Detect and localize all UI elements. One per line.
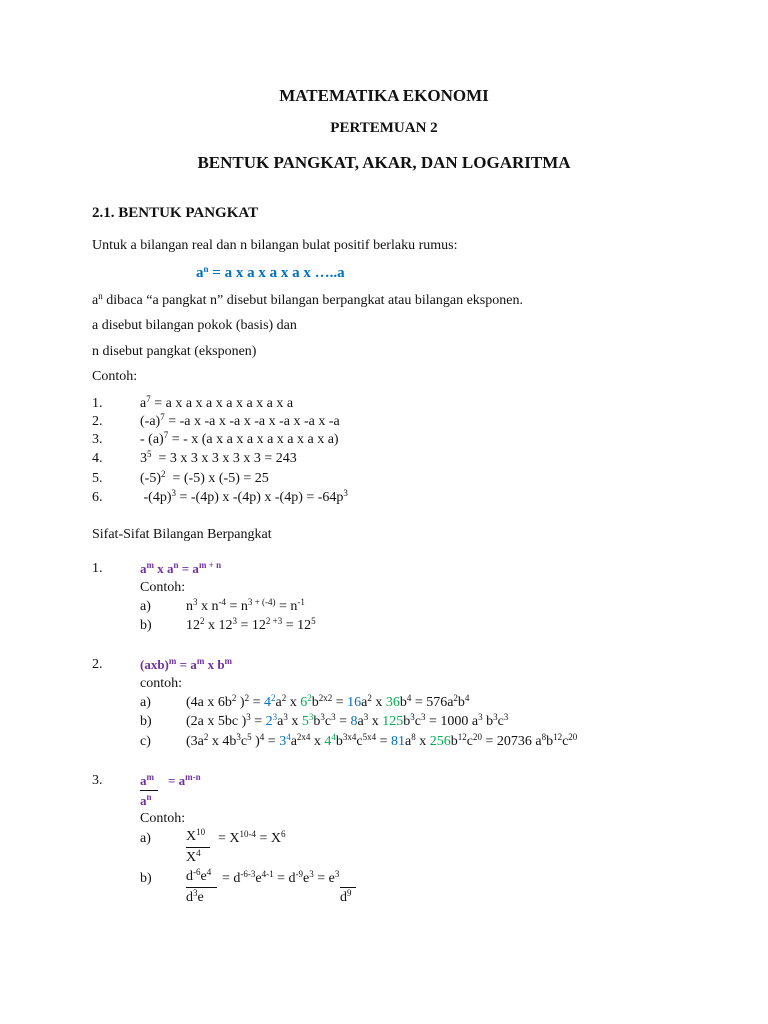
property-number: 3. <box>92 773 103 788</box>
chapter-subtitle: BENTUK PANGKAT, AKAR, DAN LOGARITMA <box>197 153 571 172</box>
example-label: Contoh: <box>92 369 138 384</box>
property-3-example-b-result: = $d^{-6-3}e^{4-1} = d^{-9}e^3 = e^3$ <box>222 869 340 886</box>
property-3-example-a-numerator: $X^{10}$ <box>186 827 206 844</box>
definition-line-3: n disebut pangkat (eksponen) <box>92 344 257 359</box>
main-formula: $a^n = a$ x a x a x a x …..a <box>196 264 345 281</box>
property-2-example-b: (2a x 5bc )$^3 = 2^3a^3$ x $5^3b^3c^3 = 8a^3$ x $125b^3c^3 = 1000$ $a^3$ $b^3c^3$ <box>186 712 509 729</box>
example-4: $3^5 = 3$ x 3 x 3 x 3 x 3 = 243 <box>140 449 297 466</box>
meeting-label: PERTEMUAN 2 <box>330 120 438 136</box>
fraction-bar <box>186 887 217 888</box>
property-3-example-label: Contoh: <box>140 811 186 826</box>
sub-label: a) <box>140 695 151 710</box>
fraction-bar <box>140 790 158 791</box>
property-1-example-a: $n^3$ x $n^{-4} = n^{3 + (-4)} = n^{-1}$ <box>186 597 305 614</box>
property-3-numerator: $a^m$ <box>140 772 154 788</box>
property-2-example-label: contoh: <box>140 676 182 691</box>
property-3-result: = $a^{m-n}$ <box>168 772 201 788</box>
sub-label: c) <box>140 734 151 749</box>
definition-line-1: $a^n$ dibaca “a pangkat n” disebut bilangan berpangkat atau bilangan eksponen. <box>92 291 523 308</box>
section-heading: 2.1. BENTUK PANGKAT <box>92 205 259 221</box>
property-2-example-a: (4a x $6b^2$ )$^2 = 4^2a^2$ x $6^2b^{2x2} = 16a^2$ x $36b^4 = 576a^2b^4$ <box>186 693 470 710</box>
sub-label: a) <box>140 599 151 614</box>
definition-line-2: a disebut bilangan pokok (basis) dan <box>92 318 297 333</box>
example-3: - $(a)^7$ = - x (a x a x a x a x a x a x a) <box>140 430 339 447</box>
example-number: 6. <box>92 490 103 505</box>
property-3-example-b-result-denominator: $d^9$ <box>340 888 352 905</box>
property-3-example-a-denominator: $X^4$ <box>186 848 201 865</box>
example-6: $-(4p)^3 = -(4p)$ x -(4p) x $-(4p) = -64p^3$ <box>140 488 348 505</box>
property-2-example-c: ($3a^2$ x $4b^3c^5$ )$^4 = 3^4a^{2x4}$ x $4^4b^{3x4}c^{5x4} = 81a^8$ x $256b^{12}c^{20} = 20736$ $a^8b^{12}c^{20}$ <box>186 732 578 749</box>
example-number: 5. <box>92 471 103 486</box>
property-1-example-label: Contoh: <box>140 580 186 595</box>
intro-text: Untuk a bilangan real dan n bilangan bulat positif berlaku rumus: <box>92 238 458 253</box>
property-3-example-b-numerator: $d^{-6}e^4$ <box>186 867 212 884</box>
example-1: $a^7 = a$ x a x a x a x a x a x a <box>140 394 294 411</box>
property-number: 1. <box>92 561 103 576</box>
property-2-rule: $(axb)^m = a^m$ x $b^m$ <box>140 656 233 672</box>
sub-label: b) <box>140 871 152 886</box>
sub-label: a) <box>140 831 151 846</box>
document-title: MATEMATIKA EKONOMI <box>279 86 489 105</box>
sub-label: b) <box>140 714 152 729</box>
property-1-example-b: $12^2$ x $12^3 = 12^{2 +3} = 12^5$ <box>186 616 316 633</box>
example-number: 1. <box>92 396 103 411</box>
property-3-denominator: $a^n$ <box>140 792 152 808</box>
example-number: 3. <box>92 432 103 447</box>
example-5: $(-5)^2 = (-5)$ x (-5) = 25 <box>140 469 269 486</box>
property-1-rule: $a^m$ x $a^n = a^{m + n}$ <box>140 560 222 576</box>
example-number: 2. <box>92 414 103 429</box>
sub-label: b) <box>140 618 152 633</box>
properties-title: Sifat-Sifat Bilangan Berpangkat <box>92 527 272 542</box>
property-3-example-a-result: = $X^{10-4} = X^6$ <box>218 829 286 846</box>
property-3-example-b-denominator: $d^3e$ <box>186 888 204 905</box>
example-number: 4. <box>92 451 103 466</box>
example-2: $(-a)^7 = -a$ x -a x -a x -a x -a x -a x -a <box>140 412 340 429</box>
property-number: 2. <box>92 657 103 672</box>
